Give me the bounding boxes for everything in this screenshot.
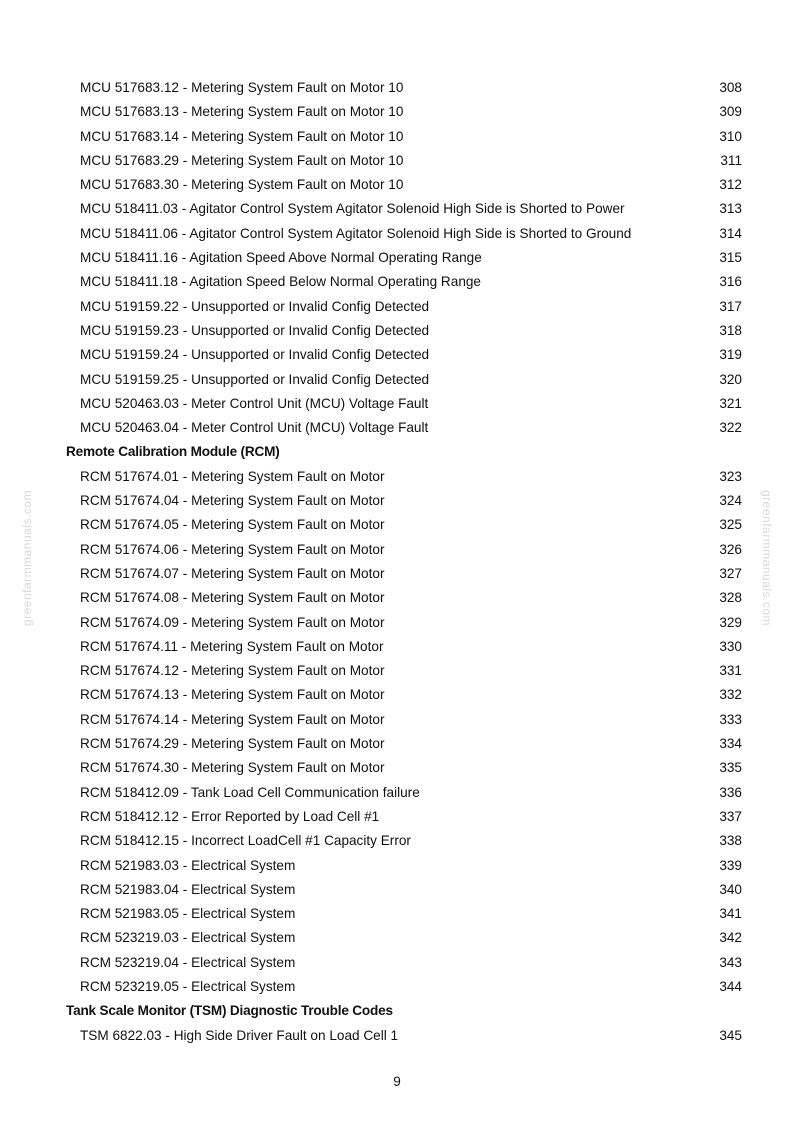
toc-entry-page-number: 319 [719, 347, 742, 363]
toc-entry-page-number: 334 [719, 736, 742, 752]
toc-entry-title: RCM 517674.30 - Metering System Fault on Motor [80, 760, 385, 776]
toc-entry[interactable] [66, 756, 742, 780]
toc-entry-title: RCM 517674.13 - Metering System Fault on Motor [80, 687, 385, 703]
toc-entry-title: RCM 517674.11 - Metering System Fault on Motor [80, 638, 384, 654]
toc-entry[interactable] [66, 513, 742, 537]
toc-entry[interactable] [66, 781, 742, 805]
toc-entry[interactable] [66, 586, 742, 610]
toc-entry[interactable] [66, 902, 742, 926]
toc-entry-page-number: 345 [719, 1027, 742, 1043]
toc-entry-page-number: 333 [719, 711, 742, 727]
toc-entry-title: MCU 520463.04 - Meter Control Unit (MCU) Voltage Fault [80, 420, 429, 436]
toc-entry[interactable] [66, 295, 742, 319]
watermark-left: greenfarmmanuals.com [20, 490, 34, 627]
toc-entry[interactable] [66, 173, 742, 197]
toc-entry[interactable] [66, 76, 742, 100]
toc-entry[interactable] [66, 659, 742, 683]
toc-heading-title: Tank Scale Monitor (TSM) Diagnostic Trouble Codes [66, 1003, 393, 1019]
toc-entry-page-number: 330 [719, 638, 742, 654]
toc-entry[interactable] [66, 538, 742, 562]
toc-entry-page-number: 314 [719, 225, 742, 241]
toc-entry-title: RCM 517674.09 - Metering System Fault on Motor [80, 614, 385, 630]
toc-entry[interactable] [66, 805, 742, 829]
toc-entry-title: MCU 517683.29 - Metering System Fault on Motor 10 [80, 152, 404, 168]
toc-entry-page-number: 337 [719, 808, 742, 824]
toc-entry-title: RCM 518412.15 - Incorrect LoadCell #1 Capacity Error [80, 833, 411, 849]
toc-entry[interactable] [66, 489, 742, 513]
toc-entry-page-number: 339 [719, 857, 742, 873]
toc-entry-page-number: 332 [719, 687, 742, 703]
toc-entry-title: RCM 521983.03 - Electrical System [80, 857, 296, 873]
toc-entry[interactable] [66, 975, 742, 999]
toc-entry-title: MCU 518411.18 - Agitation Speed Below Normal Operating Range [80, 274, 481, 290]
toc-entry[interactable] [66, 683, 742, 707]
toc-entry-page-number: 324 [719, 493, 742, 509]
toc-entry-title: RCM 521983.05 - Electrical System [80, 906, 296, 922]
toc-entry-page-number: 343 [719, 954, 742, 970]
toc-entry[interactable] [66, 343, 742, 367]
toc-entry-title: MCU 517683.30 - Metering System Fault on Motor 10 [80, 177, 404, 193]
toc-entry[interactable] [66, 246, 742, 270]
toc-entry-title: RCM 517674.14 - Metering System Fault on Motor [80, 711, 385, 727]
toc-entry-title: MCU 519159.25 - Unsupported or Invalid Config Detected [80, 371, 430, 387]
toc-entry-page-number: 321 [719, 395, 742, 411]
toc-entry[interactable] [66, 1024, 742, 1048]
toc-entry[interactable] [66, 732, 742, 756]
toc-entry-page-number: 310 [719, 128, 742, 144]
toc-entry-page-number: 323 [719, 468, 742, 484]
toc-entry[interactable] [66, 416, 742, 440]
toc-entry-page-number: 322 [719, 420, 742, 436]
toc-entry-page-number: 316 [719, 274, 742, 290]
toc-entry-title: RCM 523219.05 - Electrical System [80, 978, 296, 994]
toc-entry-title: RCM 517674.07 - Metering System Fault on Motor [80, 565, 385, 581]
toc-entry-page-number: 317 [719, 298, 742, 314]
toc-entry-title: RCM 517674.29 - Metering System Fault on Motor [80, 736, 385, 752]
toc-entry[interactable] [66, 878, 742, 902]
toc-entry-title: RCM 517674.12 - Metering System Fault on Motor [80, 663, 385, 679]
toc-entry-title: MCU 517683.13 - Metering System Fault on Motor 10 [80, 104, 404, 120]
toc-entry-title: MCU 520463.03 - Meter Control Unit (MCU) Voltage Fault [80, 395, 429, 411]
toc-entry-title: RCM 517674.08 - Metering System Fault on Motor [80, 590, 385, 606]
toc-entry-page-number: 341 [719, 906, 742, 922]
toc-entry-title: MCU 518411.16 - Agitation Speed Above Normal Operating Range [80, 250, 482, 266]
toc-entry-page-number: 309 [719, 104, 742, 120]
toc-entry-page-number: 340 [719, 881, 742, 897]
toc-entry-title: RCM 523219.04 - Electrical System [80, 954, 296, 970]
toc-entry-title: TSM 6822.03 - High Side Driver Fault on Load Cell 1 [80, 1027, 399, 1043]
toc-entry[interactable] [66, 368, 742, 392]
toc-entry[interactable] [66, 829, 742, 853]
toc-entry-title: MCU 519159.24 - Unsupported or Invalid Config Detected [80, 347, 430, 363]
toc-entry-page-number: 331 [719, 663, 742, 679]
toc-entry-page-number: 318 [719, 322, 742, 338]
toc-entry[interactable] [66, 319, 742, 343]
watermark-right: greenfarmmanuals.com [760, 490, 774, 627]
toc-entry[interactable] [66, 100, 742, 124]
toc-entry-title: RCM 521983.04 - Electrical System [80, 881, 296, 897]
toc-entry-page-number: 308 [719, 80, 742, 95]
toc-entry-page-number: 313 [719, 201, 742, 217]
toc-entry-title: MCU 517683.12 - Metering System Fault on Motor 10 [80, 80, 404, 95]
toc-entry-page-number: 335 [719, 760, 742, 776]
toc-section-heading [66, 440, 742, 464]
toc-entry-page-number: 327 [719, 565, 742, 581]
toc-entry[interactable] [66, 125, 742, 149]
toc-entry[interactable] [66, 708, 742, 732]
toc-entry[interactable] [66, 392, 742, 416]
page-number: 9 [393, 1074, 401, 1089]
toc-entry-title: RCM 517674.05 - Metering System Fault on Motor [80, 517, 385, 533]
toc-entry[interactable] [66, 854, 742, 878]
toc-entry-title: MCU 518411.06 - Agitator Control System Agitator Solenoid High Side is Shorted to Ground [80, 225, 632, 241]
toc-entry[interactable] [66, 270, 742, 294]
toc-entry-title: RCM 518412.09 - Tank Load Cell Communication failure [80, 784, 420, 800]
toc-entry-page-number: 344 [719, 978, 742, 994]
toc-entry-page-number: 315 [719, 250, 742, 266]
toc-entry-title: MCU 518411.03 - Agitator Control System Agitator Solenoid High Side is Shorted to Power [80, 201, 625, 217]
toc-entry-title: MCU 519159.23 - Unsupported or Invalid Config Detected [80, 322, 430, 338]
toc-entry-page-number: 326 [719, 541, 742, 557]
toc-entry-title: RCM 517674.01 - Metering System Fault on Motor [80, 468, 385, 484]
toc-entry-title: RCM 517674.06 - Metering System Fault on Motor [80, 541, 385, 557]
toc-entry[interactable] [66, 465, 742, 489]
toc-entry[interactable] [66, 635, 742, 659]
toc-entry-title: MCU 517683.14 - Metering System Fault on Motor 10 [80, 128, 404, 144]
toc-entry-page-number: 328 [719, 590, 742, 606]
toc-entry-page-number: 329 [719, 614, 742, 630]
toc-entry-page-number: 338 [719, 833, 742, 849]
toc-entry-page-number: 342 [719, 930, 742, 946]
toc-entry-page-number: 336 [719, 784, 742, 800]
toc-entry[interactable] [66, 197, 742, 221]
toc-entry[interactable] [66, 926, 742, 950]
toc-entry[interactable] [66, 611, 742, 635]
toc-entry[interactable] [66, 222, 742, 246]
toc-section-heading [66, 999, 742, 1023]
toc-entry-page-number: 312 [719, 177, 742, 193]
toc-entry[interactable] [66, 149, 742, 173]
toc-heading-title: Remote Calibration Module (RCM) [66, 444, 280, 460]
toc-entry[interactable] [66, 562, 742, 586]
toc-entry-title: MCU 519159.22 - Unsupported or Invalid Config Detected [80, 298, 430, 314]
toc-entry[interactable] [66, 951, 742, 975]
toc-entry-page-number: 325 [719, 517, 742, 533]
table-of-contents [66, 76, 742, 1048]
toc-entry-title: RCM 523219.03 - Electrical System [80, 930, 296, 946]
toc-entry-title: RCM 518412.12 - Error Reported by Load Cell #1 [80, 808, 380, 824]
toc-entry-page-number: 311 [720, 152, 742, 168]
toc-entry-title: RCM 517674.04 - Metering System Fault on Motor [80, 493, 385, 509]
toc-entry-page-number: 320 [719, 371, 742, 387]
